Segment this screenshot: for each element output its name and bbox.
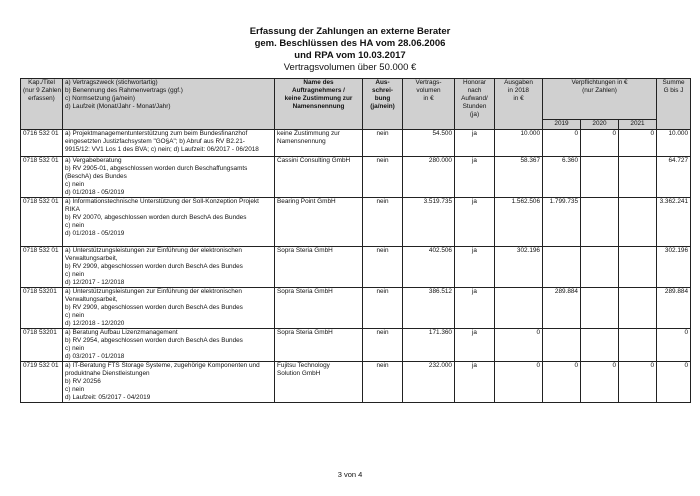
cell-name: keine Zustimmung zur Namensnennung xyxy=(275,130,363,157)
cell-purpose: a) Unterstützungsleistungen zur Einführung der elektronischen Verwaltungsarbeit, b) RV 2909, abgeschlossen worden durch BeschA des Bundes c) nein d) 12/2017 - 12/2018 xyxy=(63,247,275,288)
title-line-4: Vertragsvolumen über 50.000 € xyxy=(283,62,417,73)
cell-2019: 1.799.735 xyxy=(543,198,581,247)
cell-2021 xyxy=(619,198,657,247)
cell-summe: 10.000 xyxy=(657,130,691,157)
cell-2021 xyxy=(619,288,657,329)
cell-ausgaben: 58.367 xyxy=(495,157,543,198)
cell-purpose: a) Informationstechnische Unterstützung der Soll-Konzeption Projekt RIKA b) RV 20070, abgeschlossen worden durch BeschA des Bundes c) nein d) 01/2018 - 05/2019 xyxy=(63,198,275,247)
cell-2019: 6.360 xyxy=(543,157,581,198)
cell-name: Bearing Point GmbH xyxy=(275,198,363,247)
cell-2021 xyxy=(619,329,657,362)
cell-2020 xyxy=(581,247,619,288)
table-row xyxy=(21,157,691,198)
cell-honorar: ja xyxy=(455,157,495,198)
cell-honorar: ja xyxy=(455,329,495,362)
cell-honorar: ja xyxy=(455,130,495,157)
payments-table xyxy=(20,78,691,403)
header-purpose: a) Vertragszweck (stichwortartig) b) Benennung des Rahmenvertrags (ggf.) c) Normsetzung (ja/nein) d) Laufzeit (Monat/Jahr - Monat/Jahr) xyxy=(63,79,275,130)
cell-volumen: 54.500 xyxy=(403,130,455,157)
header-ausgaben: Ausgaben in 2018 in € xyxy=(495,79,543,130)
cell-honorar: ja xyxy=(455,362,495,403)
cell-ausgaben: 10.000 xyxy=(495,130,543,157)
cell-ausschreibung: nein xyxy=(363,329,403,362)
header-year-2021: 2021 xyxy=(619,120,657,130)
title-line-1: Erfassung der Zahlungen an externe Berater xyxy=(249,26,451,37)
cell-2020 xyxy=(581,198,619,247)
cell-volumen: 402.506 xyxy=(403,247,455,288)
cell-kap: 0719 532 01 xyxy=(21,362,63,403)
table-row xyxy=(21,362,691,403)
table-row xyxy=(21,288,691,329)
cell-purpose: a) IT-Beratung FTS Storage Systeme, zugehörige Komponenten und produktnahe Dienstleistungen b) RV 20256 c) nein d) Laufzeit: 05/2017 - 04/2019 xyxy=(63,362,275,403)
cell-ausgaben: 302.196 xyxy=(495,247,543,288)
cell-name: Cassini Consulting GmbH xyxy=(275,157,363,198)
cell-2021: 0 xyxy=(619,130,657,157)
cell-ausschreibung: nein xyxy=(363,198,403,247)
title-line-3: und RPA vom 10.03.2017 xyxy=(294,50,406,61)
cell-purpose: a) Unterstützungsleistungen zur Einführung der elektronischen Verwaltungsarbeit, b) RV 2909, abgeschlossen worden durch BeschA des Bundes c) nein d) 12/2018 - 12/2020 xyxy=(63,288,275,329)
cell-2019: 0 xyxy=(543,130,581,157)
cell-volumen: 3.519.735 xyxy=(403,198,455,247)
cell-kap: 0718 532 01 xyxy=(21,198,63,247)
cell-2020: 0 xyxy=(581,130,619,157)
cell-honorar: ja xyxy=(455,247,495,288)
header-ausschreibung: Aus- schrei- bung (ja/nein) xyxy=(363,79,403,130)
header-row xyxy=(21,79,691,120)
cell-2020: 0 xyxy=(581,362,619,403)
cell-summe: 64.727 xyxy=(657,157,691,198)
header-year-2020: 2020 xyxy=(581,120,619,130)
cell-kap: 0718 532 01 xyxy=(21,247,63,288)
cell-summe: 302.196 xyxy=(657,247,691,288)
cell-ausgaben: 1.562.506 xyxy=(495,198,543,247)
cell-summe: 0 xyxy=(657,329,691,362)
table-row xyxy=(21,130,691,157)
cell-2020 xyxy=(581,288,619,329)
cell-ausschreibung: nein xyxy=(363,288,403,329)
cell-volumen: 171.360 xyxy=(403,329,455,362)
header-honorar: Honorar nach Aufwand/ Stunden (ja) xyxy=(455,79,495,130)
cell-purpose: a) Projektmanagementunterstützung zum beim Bundesfinanzhof eingesetzten Justizfachsystem "GO§A"; b) Abruf aus RV B2.21- 9915/12: VV1 Los 1 des BVA; c) nein; d) Laufzeit: 06/2017 - 06/2018 xyxy=(63,130,275,157)
header-year-2019: 2019 xyxy=(543,120,581,130)
cell-kap: 0718 53201 xyxy=(21,288,63,329)
cell-ausschreibung: nein xyxy=(363,247,403,288)
cell-ausschreibung: nein xyxy=(363,157,403,198)
cell-purpose: a) Beratung Aufbau Lizenzmanagement b) RV 2954, abgeschlossen worden durch BeschA des Bundes c) nein d) 03/2017 - 01/2018 xyxy=(63,329,275,362)
cell-kap: 0716 532 01 xyxy=(21,130,63,157)
cell-honorar: ja xyxy=(455,288,495,329)
cell-2020 xyxy=(581,329,619,362)
cell-2021 xyxy=(619,157,657,198)
cell-summe: 3.362.241 xyxy=(657,198,691,247)
cell-name: Sopra Steria GmbH xyxy=(275,329,363,362)
header-volumen: Vertrags- volumen in € xyxy=(403,79,455,130)
page-number: 3 von 4 xyxy=(337,470,363,479)
cell-2021: 0 xyxy=(619,362,657,403)
cell-kap: 0718 532 01 xyxy=(21,157,63,198)
cell-volumen: 386.512 xyxy=(403,288,455,329)
cell-kap: 0718 53201 xyxy=(21,329,63,362)
cell-name: Sopra Steria GmbH xyxy=(275,288,363,329)
title-line-2: gem. Beschlüssen des HA vom 28.06.2006 xyxy=(254,38,446,49)
cell-2020 xyxy=(581,157,619,198)
cell-ausgaben: 0 xyxy=(495,362,543,403)
header-verpflichtungen: Verpflichtungen in € (nur Zahlen) xyxy=(543,79,657,120)
cell-2019 xyxy=(543,329,581,362)
table-row xyxy=(21,329,691,362)
cell-2021 xyxy=(619,247,657,288)
cell-2019 xyxy=(543,247,581,288)
cell-volumen: 232.000 xyxy=(403,362,455,403)
cell-ausgaben xyxy=(495,288,543,329)
cell-2019: 289.884 xyxy=(543,288,581,329)
header-summe: Summe G bis J xyxy=(657,79,691,130)
cell-summe: 0 xyxy=(657,362,691,403)
table-row xyxy=(21,198,691,247)
cell-ausschreibung: nein xyxy=(363,130,403,157)
cell-summe: 289.884 xyxy=(657,288,691,329)
header-name: Name des Auftragnehmers / keine Zustimmung zur Namensnennung xyxy=(275,79,363,130)
cell-ausgaben: 0 xyxy=(495,329,543,362)
cell-2019: 0 xyxy=(543,362,581,403)
header-kap: Kap./Titel (nur 9 Zahlen erfassen) xyxy=(21,79,63,130)
cell-name: Sopra Steria GmbH xyxy=(275,247,363,288)
cell-name: Fujitsu Technology Solution GmbH xyxy=(275,362,363,403)
cell-honorar: ja xyxy=(455,198,495,247)
cell-ausschreibung: nein xyxy=(363,362,403,403)
document-title xyxy=(0,26,700,74)
table-row xyxy=(21,247,691,288)
cell-purpose: a) Vergabeberatung b) RV 2905-01, abgeschlossen worden durch Beschaffungsamts (BeschA) des Bundes c) nein d) 01/2018 - 05/2019 xyxy=(63,157,275,198)
cell-volumen: 280.000 xyxy=(403,157,455,198)
